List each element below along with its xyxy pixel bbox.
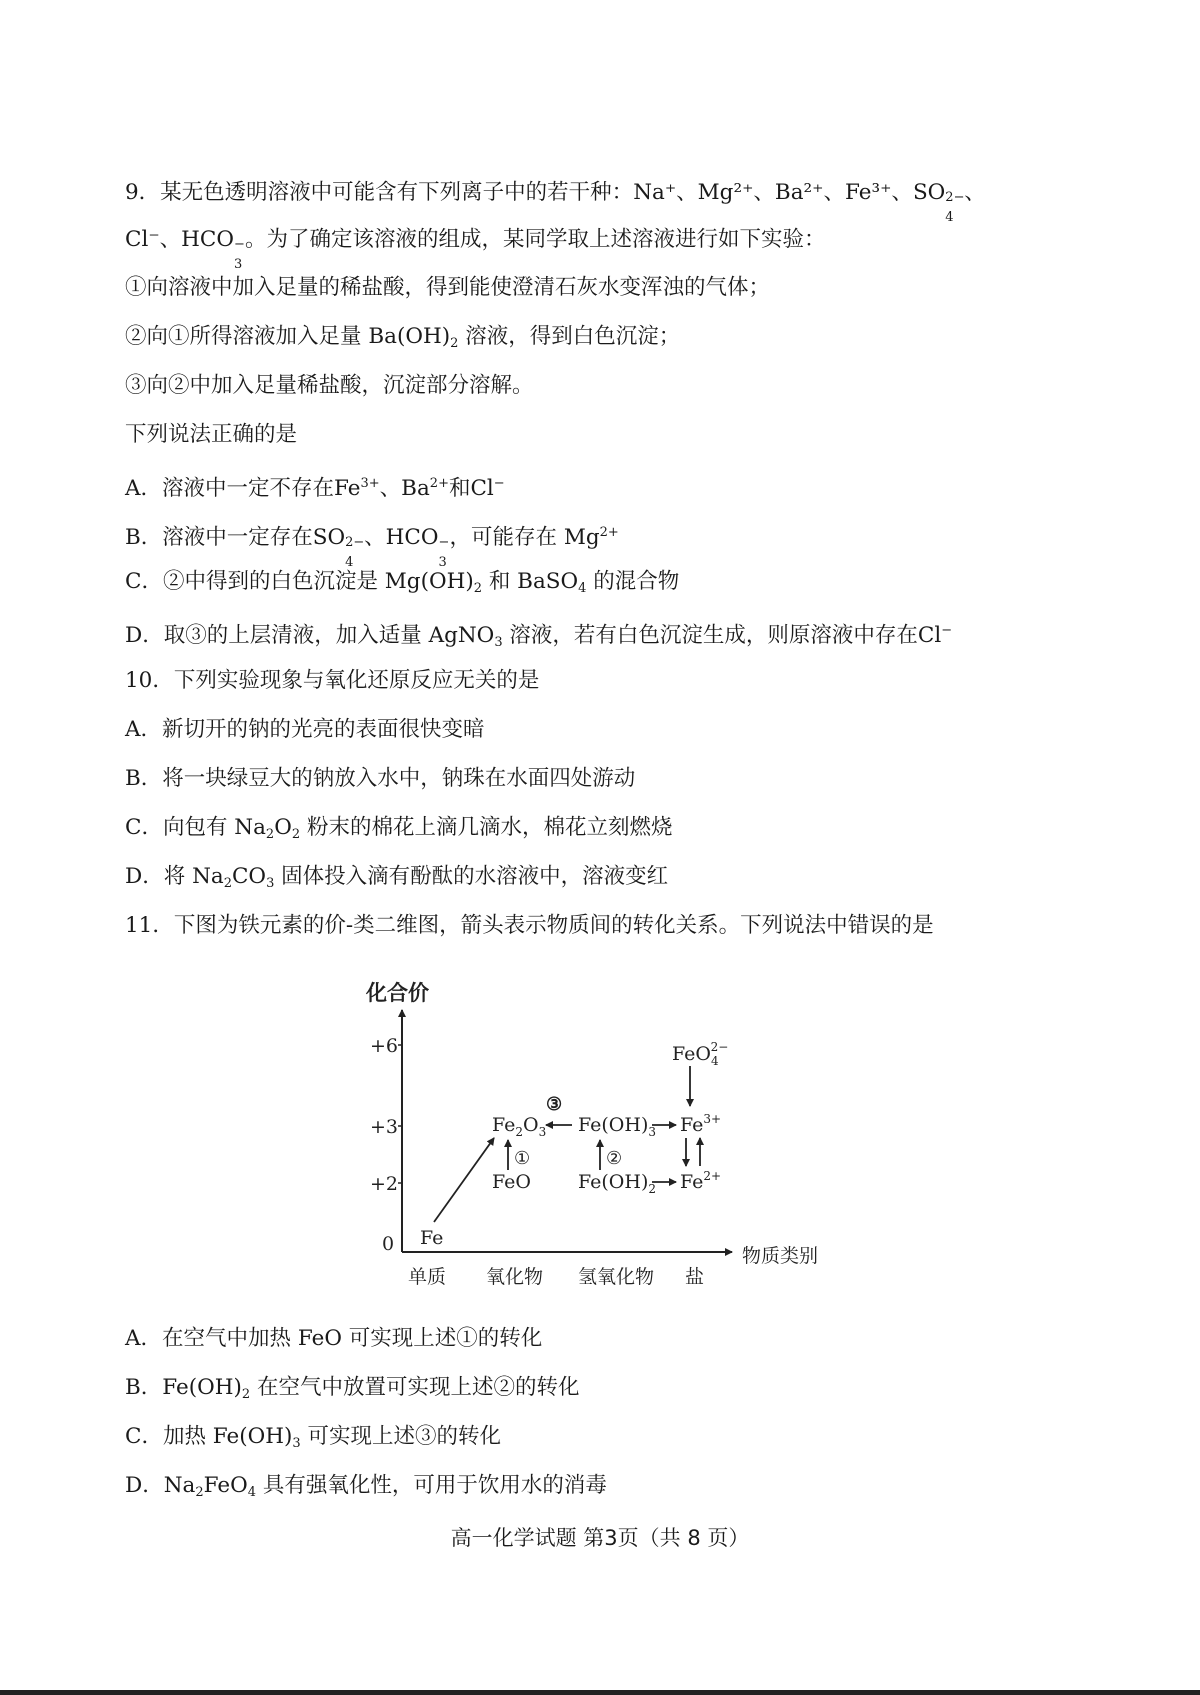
q11-option-d: D．$Na_2FeO_4$ 具有强氧化性，可用于饮用水的消毒 (125, 1473, 607, 1500)
iron-valence-class-diagram (360, 970, 850, 1290)
species-feo4-ion: FeO$_4$2− (672, 1040, 729, 1068)
q9-stem-line1: 9．某无色透明溶液中可能含有下列离子中的若干种：Na⁺、Mg²⁺、Ba²⁺、Fe³⁺、SO 2− 4 、 (125, 180, 986, 225)
q10-option-d: D．将 $Na_2CO_3$ 固体投入滴有酚酞的水溶液中，溶液变红 (125, 864, 669, 891)
category-label: 盐 (685, 1266, 705, 1288)
x-axis-label: 物质类别 (742, 1245, 819, 1267)
q9-step1: ①向溶液中加入足量的稀盐酸，得到能使澄清石灰水变浑浊的气体； (125, 275, 771, 300)
q11-stem: 11．下图为铁元素的价-类二维图，箭头表示物质间的转化关系。下列说法中错误的是 (125, 913, 934, 938)
y-axis-label: 化合价 (366, 981, 429, 1005)
category-label: 氢氧化物 (578, 1266, 655, 1288)
q10-stem: 10．下列实验现象与氧化还原反应无关的是 (125, 668, 540, 693)
y-tick-label: 0 (382, 1233, 395, 1255)
q9-prompt: 下列说法正确的是 (125, 422, 298, 447)
species-feoh2: $Fe(OH)_2$ (578, 1171, 656, 1196)
q9-option-b: B．溶液中一定存在SO 2− 4 、HCO − 3 ，可能存在 $Mg^{2+}$ (125, 525, 619, 570)
marker-1: ① (514, 1148, 531, 1169)
q10-option-c: C．向包有 $Na_2O_2$ 粉末的棉花上滴几滴水，棉花立刻燃烧 (125, 815, 673, 842)
species-feo: FeO (492, 1171, 531, 1193)
category-label: 氧化物 (486, 1266, 544, 1288)
q9-step3: ③向②中加入足量稀盐酸，沉淀部分溶解。 (125, 373, 534, 398)
species-fe2-ion: $Fe^{2+}$ (680, 1169, 722, 1193)
species-fe: Fe (420, 1227, 444, 1249)
q9-stem-line2: Cl⁻、HCO − 3 。为了确定该溶液的组成，某同学取上述溶液进行如下实验： (125, 227, 826, 272)
species-feoh3: $Fe(OH)_3$ (578, 1114, 656, 1139)
q9-option-c: C．②中得到的白色沉淀是 $Mg(OH)_2$ 和 BaSO$_4$ 的混合物 (125, 569, 680, 596)
arrow-fe-to-fe2o3 (434, 1138, 494, 1222)
q9-step2: ②向①所得溶液加入足量 $Ba(OH)_2$ 溶液，得到白色沉淀； (125, 324, 681, 351)
q10-option-a: A．新切开的钠的光亮的表面很快变暗 (125, 717, 485, 742)
category-label: 单质 (408, 1266, 447, 1288)
q11-option-c: C．加热 $Fe(OH)_3$ 可实现上述③的转化 (125, 1424, 502, 1451)
y-tick-label: +2 (370, 1173, 399, 1195)
bottom-edge-rule (0, 1690, 1200, 1695)
q11-option-a: A．在空气中加热 FeO 可实现上述①的转化 (125, 1326, 543, 1351)
species-fe3-ion: $Fe^{3+}$ (680, 1112, 722, 1136)
marker-3: ③ (546, 1094, 563, 1115)
marker-2: ② (606, 1148, 623, 1169)
q11-option-b: B．$Fe(OH)_2$ 在空气中放置可实现上述②的转化 (125, 1375, 580, 1402)
page-footer: 高一化学试题 第3页（共 8 页） (450, 1526, 750, 1550)
q9-option-a: A．溶液中一定不存在$Fe^{3+}$、$Ba^{2+}$和Cl− (125, 476, 505, 501)
y-tick-label: +3 (370, 1116, 399, 1138)
species-fe2o3: $Fe_2O_3$ (492, 1114, 547, 1139)
y-tick-label: +6 (370, 1035, 399, 1057)
q9-option-d: D．取③的上层清液，加入适量 AgNO$_3$ 溶液，若有白色沉淀生成，则原溶液中存在Cl− (125, 623, 953, 650)
q10-option-b: B．将一块绿豆大的钠放入水中，钠珠在水面四处游动 (125, 766, 636, 791)
